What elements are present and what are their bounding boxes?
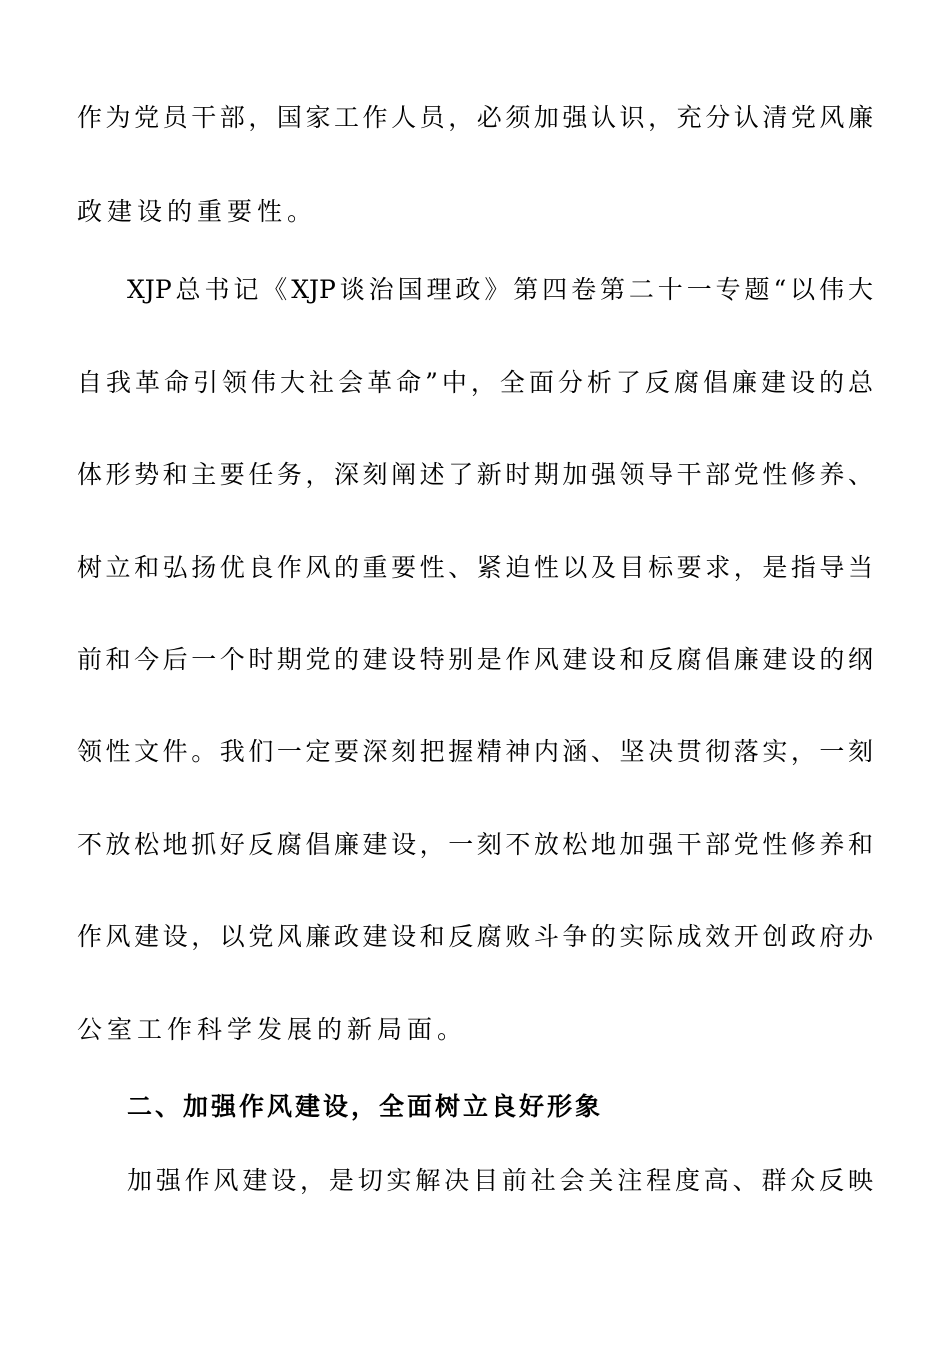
body-text-line: 领性文件。我们一定要深刻把握精神内涵、坚决贯彻落实，一刻 (77, 737, 873, 766)
body-text-line: 树立和弘扬优良作风的重要性、紧迫性以及目标要求，是指导当 (77, 553, 873, 582)
body-text-line: 前和今后一个时期党的建设特别是作风建设和反腐倡廉建设的纲 (77, 645, 873, 674)
paragraph-first-line: XJP总书记《XJP谈治国理政》第四卷第二十一专题“以伟大 (127, 275, 873, 304)
body-text-line: 作风建设，以党风廉政建设和反腐败斗争的实际成效开创政府办 (77, 922, 873, 951)
body-text-line: 不放松地抓好反腐倡廉建设，一刻不放松地加强干部党性修养和 (77, 830, 873, 859)
body-text-line: 政建设的重要性。 (77, 197, 318, 226)
section-heading: 二、加强作风建设，全面树立良好形象 (127, 1092, 604, 1121)
paragraph-first-line: 加强作风建设，是切实解决目前社会关注程度高、群众反映 (127, 1166, 873, 1195)
body-text-line: 作为党员干部，国家工作人员，必须加强认识，充分认清党风廉 (77, 103, 873, 132)
body-text-line: 公室工作科学发展的新局面。 (77, 1015, 468, 1044)
body-text-line: 体形势和主要任务，深刻阐述了新时期加强领导干部党性修养、 (77, 460, 873, 489)
body-text-line: 自我革命引领伟大社会革命”中，全面分析了反腐倡廉建设的总 (77, 368, 873, 397)
